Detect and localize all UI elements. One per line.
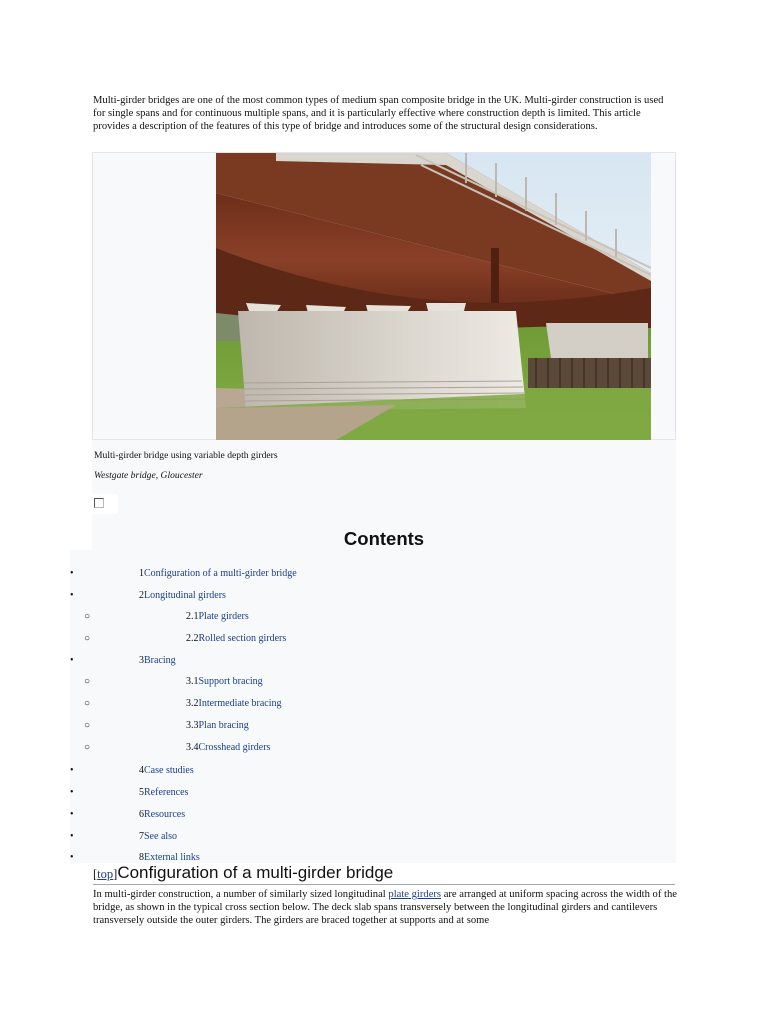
section-heading (93, 862, 675, 885)
toc-bullet: ○ (84, 611, 91, 622)
toc-item[interactable] (186, 611, 249, 623)
toc-item-number: 3.1 (186, 676, 199, 687)
toc-item-number: 3.2 (186, 698, 199, 709)
toc-item-number: 2 (139, 590, 144, 601)
toc-item-link[interactable]: Longitudinal girders (144, 590, 226, 601)
toc-item[interactable] (186, 633, 286, 645)
toc-item-link[interactable]: References (144, 787, 189, 798)
toc-bullet: • (70, 568, 74, 579)
top-bracket-open: [ (93, 867, 98, 881)
toc-item-number: 2.2 (186, 633, 199, 644)
toc-item[interactable] (186, 742, 270, 754)
toc-item[interactable] (139, 655, 176, 667)
toc-bullet: ○ (84, 742, 91, 753)
toc-bullet: • (70, 590, 74, 601)
toc-bullet: • (70, 787, 74, 798)
toc-item[interactable] (139, 765, 194, 777)
toc-item-link[interactable]: Crosshead girders (198, 742, 271, 753)
toc-item-link[interactable]: Case studies (144, 765, 194, 776)
toc-item[interactable] (186, 676, 263, 688)
toc-toggle-checkbox[interactable] (94, 498, 104, 508)
toc-item-number: 5 (139, 787, 144, 798)
intro-paragraph: Multi-girder bridges are one of the most common types of medium span composite bridge in the UK. Multi-girder construction is used for single spans and for continuous multiple spans, and it is particularly effective where construction depth is limited. This article provides a description of the features of this type of bridge and introduces some of the structural design considerations. (93, 95, 664, 132)
toc-bullet: • (70, 852, 74, 863)
toc-item[interactable] (186, 698, 282, 710)
toc-item-number: 3 (139, 655, 144, 666)
toc-item-link[interactable]: External links (144, 852, 200, 863)
paragraph-text-end: are arranged at uniform spacing across the width of the bridge, as shown in the typical cross section below. The deck slab spans transversely between the longitudinal girders and cantilevers transversely outside the outer girders. The girders are braced together at supports and at some (93, 889, 677, 926)
toc-title: Contents (343, 528, 425, 549)
bridge-photo (216, 153, 651, 440)
toc-bullet: • (70, 765, 74, 776)
toc-item-link[interactable]: Intermediate bracing (198, 698, 282, 709)
toc-toggle-area (91, 494, 118, 514)
toc-item[interactable] (186, 720, 249, 732)
toc-item-number: 1 (139, 568, 144, 579)
toc-item-link[interactable]: Plan bracing (198, 720, 249, 731)
toc-item-number: 8 (139, 852, 144, 863)
top-bracket-close: ] (113, 867, 118, 881)
toc-bullet: ○ (84, 676, 91, 687)
toc-bullet: ○ (84, 633, 91, 644)
toc-item-link[interactable]: Rolled section girders (198, 633, 287, 644)
toc-item[interactable] (139, 568, 297, 580)
figure-frame (92, 152, 676, 440)
toc-item-number: 4 (139, 765, 144, 776)
section-title: Configuration of a multi-girder bridge (117, 863, 394, 882)
toc-item[interactable] (139, 590, 226, 602)
toc-item-number: 3.4 (186, 742, 199, 753)
plate-girders-link[interactable]: plate girders (388, 889, 442, 900)
toc-item-number: 7 (139, 831, 144, 842)
toc-item-number: 6 (139, 809, 144, 820)
section-paragraph (93, 888, 678, 927)
toc-item-link[interactable]: Bracing (144, 655, 176, 666)
toc-item-number: 2.1 (186, 611, 199, 622)
paragraph-text-start: In multi-girder construction, a number of similarly sized longitudinal (93, 889, 389, 900)
toc-item-link[interactable]: See also (144, 831, 178, 842)
toc-item-link[interactable]: Configuration of a multi-girder bridge (144, 568, 297, 579)
toc-item[interactable] (139, 787, 188, 799)
toc-bullet: • (70, 831, 74, 842)
toc-item-link[interactable]: Plate girders (198, 611, 249, 622)
toc-item-number: 3.3 (186, 720, 199, 731)
toc-item[interactable] (139, 831, 177, 843)
toc-bullet: ○ (84, 720, 91, 731)
toc-item[interactable] (139, 809, 185, 821)
toc-bullet: ○ (84, 698, 91, 709)
toc-bullet: • (70, 809, 74, 820)
toc-item-link[interactable]: Support bracing (198, 676, 263, 687)
figure-subcaption: Westgate bridge, Gloucester (94, 470, 203, 481)
toc-bullet: • (70, 655, 74, 666)
top-link-text[interactable]: top (97, 867, 114, 881)
top-link[interactable] (97, 867, 113, 881)
figure-caption: Multi-girder bridge using variable depth girders (94, 450, 278, 461)
toc-item-link[interactable]: Resources (144, 809, 186, 820)
